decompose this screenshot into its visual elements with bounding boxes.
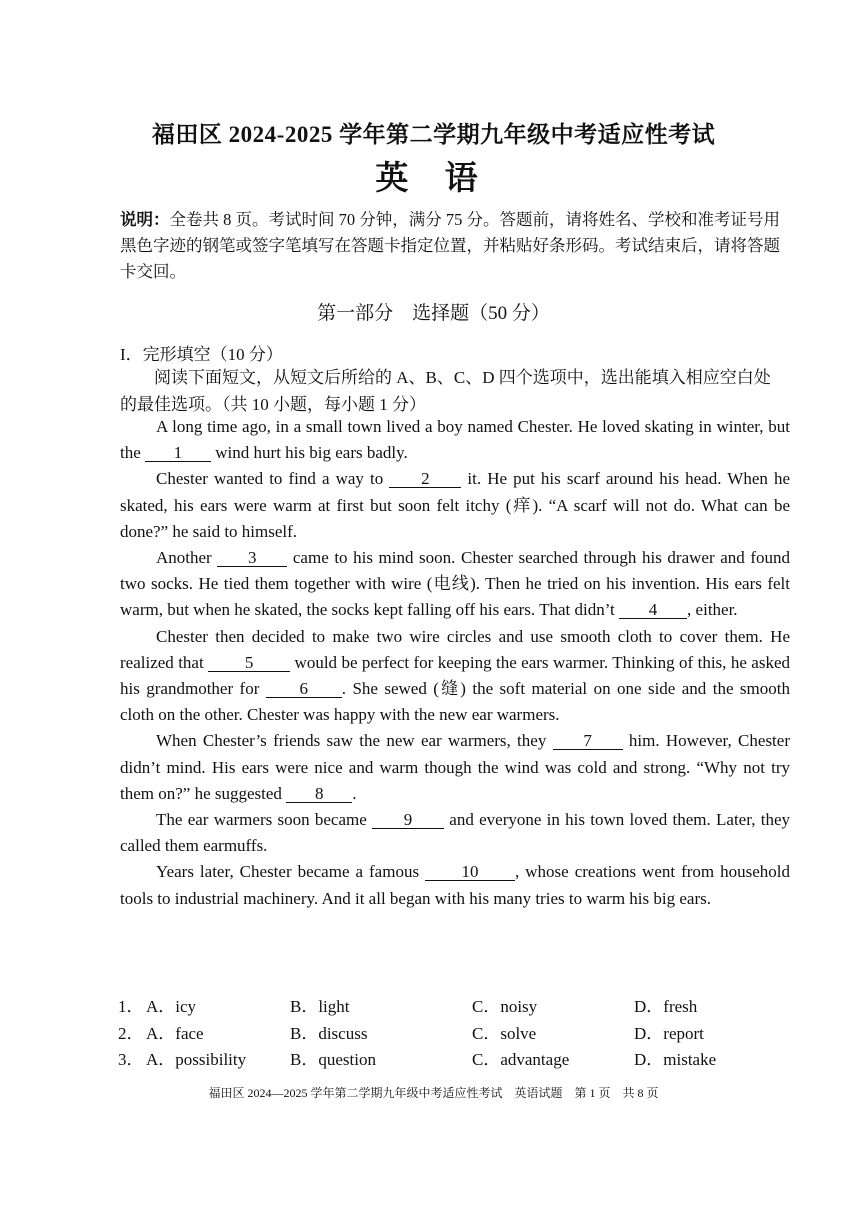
blank-9: 9 [372,811,444,829]
option-a: A．possibility [146,1050,247,1069]
blank-8: 8 [286,785,352,803]
option-c: C．solve [472,1023,537,1043]
paragraph-text: him. However, Chester didn’t mind. His ears were nice and warm though the wind was cold and strong. “Why not try them on?” he suggested [120,731,790,803]
blank-6: 6 [266,680,342,698]
blank-5: 5 [208,654,290,672]
paragraph-text: Another [156,548,218,568]
option-b: B．light [290,997,350,1016]
paragraph-text: A long time ago, in a small town lived a boy named Chester. He loved skating in winter, but the [120,417,790,463]
paragraph-text: would be perfect for keeping the ears warmer. Thinking of this, he asked his grandmother for [120,652,791,699]
option-c: C．advantage [472,1050,570,1069]
paragraph-5 [120,728,790,807]
paragraph-text: , whose creations went from household tools to industrial machinery. And it all began with his many tries to warm his big ears. [120,862,790,908]
blank-10: 10 [425,863,515,881]
paragraph-text: Chester wanted to find a way to [156,469,390,489]
question-row [118,1019,798,1046]
paragraph-text: The ear warmers soon became [156,810,373,830]
paragraph-text: came to his mind soon. Chester searched through his drawer and found two socks. He tied them together with wire (电线). Then he tried on his invention. His ears felt warm, but when he skated, the socks kept falling off his ears. That didn’t [120,548,790,620]
paragraph-text: . She sewed (缝) the soft material on one side and the smooth cloth on the other. Chester was happy with the new ear warmers. [120,679,790,725]
question-number: 2． [118,1023,144,1043]
question-row [118,1045,798,1072]
cloze-passage [120,414,790,912]
paragraph-3 [120,545,790,624]
question-row [118,992,798,1019]
paragraph-text: it. He put his scarf around his head. When he skated, his ears were warm at first but soon felt itchy (痒). “A scarf will not do. What can be done?” he said to himself. [120,469,791,541]
paragraph-text: When Chester’s friends saw the new ear warmers, they [156,731,553,751]
option-c: C．noisy [472,997,538,1016]
option-d: D．report [634,1023,704,1043]
blank-1: 1 [145,444,211,462]
option-d: D．fresh [634,997,698,1016]
option-b: B．discuss [290,1023,368,1043]
paragraph-4 [120,624,790,729]
question-options [118,992,798,1072]
question-number: 3． [118,1050,144,1069]
blank-7: 7 [553,732,623,750]
paragraph-text: Years later, Chester became a famous [156,862,426,882]
exam-title: 福田区 2024-2025 学年第二学期九年级中考适应性考试 [151,122,716,147]
option-a: A．face [146,1023,204,1043]
instructions [120,207,782,285]
paragraph-2 [120,466,790,545]
subject-title: 英 语 [375,161,492,197]
blank-2: 2 [389,470,461,488]
paragraph-text: Chester then decided to make two wire circles and use smooth cloth to cover them. He realized that [120,626,790,672]
section-title: 第一部分 选择题（50 分） [317,303,550,324]
question-number: 1． [118,997,144,1016]
paragraph-text: wind hurt his big ears badly. [211,443,408,463]
instructions-lead: 说明： [120,210,170,229]
part-directions: 阅读下面短文，从短文后所给的 A、B、C、D 四个选项中，选出能填入相应空白处的最佳选项。（共 10 小题，每小题 1 分） [120,368,771,414]
instructions-text: 全卷共 8 页。考试时间 70 分钟，满分 75 分。答题前，请将姓名、学校和准考证号用黑色字迹的钢笔或签字笔填写在答题卡指定位置，并粘贴好条形码。考试结束后，请将答题卡交回。 [120,210,780,281]
option-d: D．mistake [634,1050,717,1069]
option-a: A．icy [146,997,197,1016]
paragraph-text: . [352,783,357,803]
paragraph-6 [120,807,790,859]
option-b: B．question [290,1050,376,1069]
blank-4: 4 [619,601,687,619]
paragraph-text: , either. [687,600,738,620]
paragraph-text: and everyone in his town loved them. Later, they called them earmuffs. [120,810,790,856]
part-title: I．完形填空（10 分） [120,345,283,364]
page-footer: 福田区 2024—2025 学年第二学期九年级中考适应性考试 英语试题 第 1 页 共 8 页 [208,1086,659,1100]
blank-3: 3 [217,549,287,567]
paragraph-7 [120,859,790,911]
paragraph-1 [120,414,790,466]
